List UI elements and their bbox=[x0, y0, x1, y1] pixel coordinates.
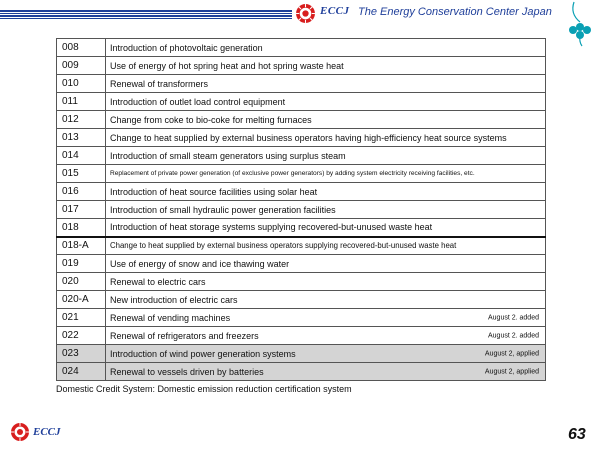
footer-eccj-logo-icon bbox=[10, 422, 30, 442]
page-number: 63 bbox=[568, 426, 586, 443]
row-status-note: August 2. added bbox=[488, 314, 539, 321]
row-description: Replacement of private power generation (of exclusive power generators) by adding system electricity receiving facilities, etc. bbox=[110, 170, 475, 177]
row-code: 018 bbox=[57, 219, 106, 237]
row-code: 016 bbox=[57, 183, 106, 201]
footnote: Domestic Credit System: Domestic emission reduction certification system bbox=[56, 384, 352, 394]
row-description-cell bbox=[106, 237, 546, 255]
row-description-cell bbox=[106, 75, 546, 93]
table-row bbox=[57, 273, 546, 291]
row-code: 012 bbox=[57, 111, 106, 129]
row-code: 010 bbox=[57, 75, 106, 93]
footer-brand: ECCJ bbox=[33, 426, 61, 438]
row-code: 021 bbox=[57, 309, 106, 327]
row-description-cell bbox=[106, 129, 546, 147]
table-row bbox=[57, 219, 546, 237]
table-row bbox=[57, 201, 546, 219]
table-row bbox=[57, 255, 546, 273]
row-description-cell bbox=[106, 291, 546, 309]
row-description-cell bbox=[106, 363, 546, 381]
header-org-name: The Energy Conservation Center Japan bbox=[358, 6, 552, 18]
row-code: 008 bbox=[57, 39, 106, 57]
row-code: 015 bbox=[57, 165, 106, 183]
row-code: 020-A bbox=[57, 291, 106, 309]
table-row bbox=[57, 39, 546, 57]
row-description-cell bbox=[106, 345, 546, 363]
row-description: Use of energy of snow and ice thawing water bbox=[110, 258, 290, 269]
row-code: 019 bbox=[57, 255, 106, 273]
row-description: Renewal of transformers bbox=[110, 78, 209, 89]
clover-icon bbox=[560, 0, 600, 50]
row-code: 020 bbox=[57, 273, 106, 291]
row-code: 009 bbox=[57, 57, 106, 75]
row-description-cell bbox=[106, 111, 546, 129]
table-row bbox=[57, 183, 546, 201]
row-status-note: August 2, applied bbox=[484, 350, 539, 357]
row-code: 018-A bbox=[57, 237, 106, 255]
row-description: Change from coke to bio-coke for melting furnaces bbox=[110, 114, 312, 125]
row-description: Introduction of heat source facilities using solar heat bbox=[110, 186, 318, 197]
row-description: Change to heat supplied by external business operators having high-efficiency heat source systems bbox=[110, 132, 507, 143]
table-row bbox=[57, 237, 546, 255]
row-code: 013 bbox=[57, 129, 106, 147]
row-description-cell bbox=[106, 201, 546, 219]
row-description-cell bbox=[106, 327, 546, 345]
table-row bbox=[57, 309, 546, 327]
table-row bbox=[57, 75, 546, 93]
row-description-cell bbox=[106, 219, 546, 237]
row-description-cell bbox=[106, 165, 546, 183]
header-rule-lines bbox=[0, 10, 292, 18]
row-description: Introduction of outlet load control equipment bbox=[110, 96, 286, 107]
row-description-cell bbox=[106, 183, 546, 201]
table-row bbox=[57, 165, 546, 183]
table-row bbox=[57, 111, 546, 129]
row-description: New introduction of electric cars bbox=[110, 294, 238, 305]
row-description: Introduction of heat storage systems supplying recovered-but-unused waste heat bbox=[110, 222, 433, 233]
row-description: Renewal of refrigerators and freezers bbox=[110, 330, 259, 341]
row-description-cell bbox=[106, 93, 546, 111]
row-description-cell bbox=[106, 57, 546, 75]
row-description: Renewal of vending machines bbox=[110, 312, 231, 323]
row-description: Use of energy of hot spring heat and hot spring waste heat bbox=[110, 60, 344, 71]
row-description: Change to heat supplied by external business operators supplying recovered-but-unused waste heat bbox=[110, 241, 457, 251]
table-row bbox=[57, 363, 546, 381]
row-status-note: August 2. added bbox=[488, 332, 539, 339]
table-row bbox=[57, 327, 546, 345]
header-brand: ECCJ bbox=[320, 5, 350, 17]
row-code: 023 bbox=[57, 345, 106, 363]
row-description-cell bbox=[106, 147, 546, 165]
table-row bbox=[57, 93, 546, 111]
row-description-cell bbox=[106, 309, 546, 327]
row-code: 011 bbox=[57, 93, 106, 111]
table-row bbox=[57, 129, 546, 147]
row-description: Introduction of small hydraulic power generation facilities bbox=[110, 204, 336, 215]
row-code: 022 bbox=[57, 327, 106, 345]
row-description-cell bbox=[106, 255, 546, 273]
row-description: Introduction of small steam generators using surplus steam bbox=[110, 150, 346, 161]
methodology-table bbox=[56, 38, 546, 381]
row-description-cell bbox=[106, 39, 546, 57]
row-code: 017 bbox=[57, 201, 106, 219]
table-row bbox=[57, 57, 546, 75]
table-row bbox=[57, 147, 546, 165]
row-code: 024 bbox=[57, 363, 106, 381]
row-description: Renewal to vessels driven by batteries bbox=[110, 366, 264, 377]
table-row bbox=[57, 345, 546, 363]
row-description: Introduction of photovoltaic generation bbox=[110, 42, 263, 53]
table-row bbox=[57, 291, 546, 309]
row-description-cell bbox=[106, 273, 546, 291]
row-description: Introduction of wind power generation systems bbox=[110, 348, 296, 359]
row-status-note: August 2, applied bbox=[484, 368, 539, 375]
row-description: Renewal to electric cars bbox=[110, 276, 206, 287]
row-code: 014 bbox=[57, 147, 106, 165]
eccj-logo-icon bbox=[295, 3, 316, 24]
